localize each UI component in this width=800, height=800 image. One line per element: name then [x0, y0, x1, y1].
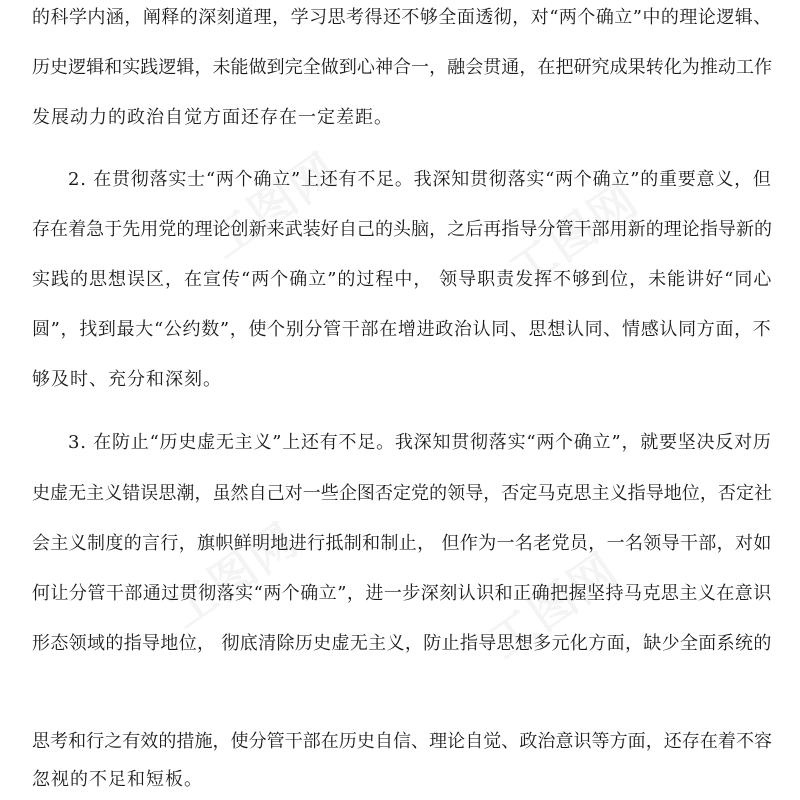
- text-line: 何让分管干部通过贯彻落实“两个确立”，进一步深刻认识和正确把握坚持马克思主义在意识: [32, 583, 772, 604]
- text-line: 会主义制度的言行，旗帜鲜明地进行抵制和制止， 但作为一名老党员，一名领导干部，对如: [32, 533, 772, 554]
- text-line: 发展动力的政治自觉方面还存在一定差距。: [32, 107, 393, 128]
- text-line: 够及时、充分和深刻。: [32, 369, 222, 390]
- text-line: 的科学内涵，阐释的深刻道理，学习思考得还不够全面透彻，对“两个确立”中的理论逻辑、: [32, 7, 772, 28]
- text-line: 存在着急于先用党的理论创新来武装好自己的头脑，之后再指导分管干部用新的理论指导新的: [32, 219, 773, 240]
- text-line: 史虚无主义错误思潮，虽然自己对一些企图否定党的领导，否定马克思主义指导地位，否定社: [32, 483, 773, 504]
- text-line: 形态领域的指导地位， 彻底清除历史虚无主义，防止指导思想多元化方面，缺少全面系统的: [32, 633, 772, 654]
- text-line: 历史逻辑和实践逻辑，未能做到完全做到心神合一，融会贯通，在把研究成果转化为推动工作: [32, 57, 773, 78]
- text-line: 实践的思想误区，在宣传“两个确立”的过程中， 领导职责发挥不够到位，未能讲好“同心: [32, 269, 773, 290]
- text-line: 思考和行之有效的措施，使分管干部在历史自信、理论自觉、政治意识等方面，还存在着不容: [32, 731, 773, 752]
- text-line: 圆”，找到最大“公约数”，使个别分管干部在增进政治认同、思想认同、情感认同方面，不: [32, 319, 772, 340]
- paragraph-3-heading: 3. 在防止“历史虚无主义”上还有不足。我深知贯彻落实“两个确立”，就要坚决反对历: [68, 432, 772, 453]
- paragraph-2-heading: 2. 在贯彻落实士“两个确立”上还有不足。我深知贯彻落实“两个确立”的重要意义，但: [68, 169, 772, 190]
- text-line: 忽视的不足和短板。: [32, 769, 203, 790]
- watermark: [154, 505, 310, 642]
- watermark: [194, 135, 350, 272]
